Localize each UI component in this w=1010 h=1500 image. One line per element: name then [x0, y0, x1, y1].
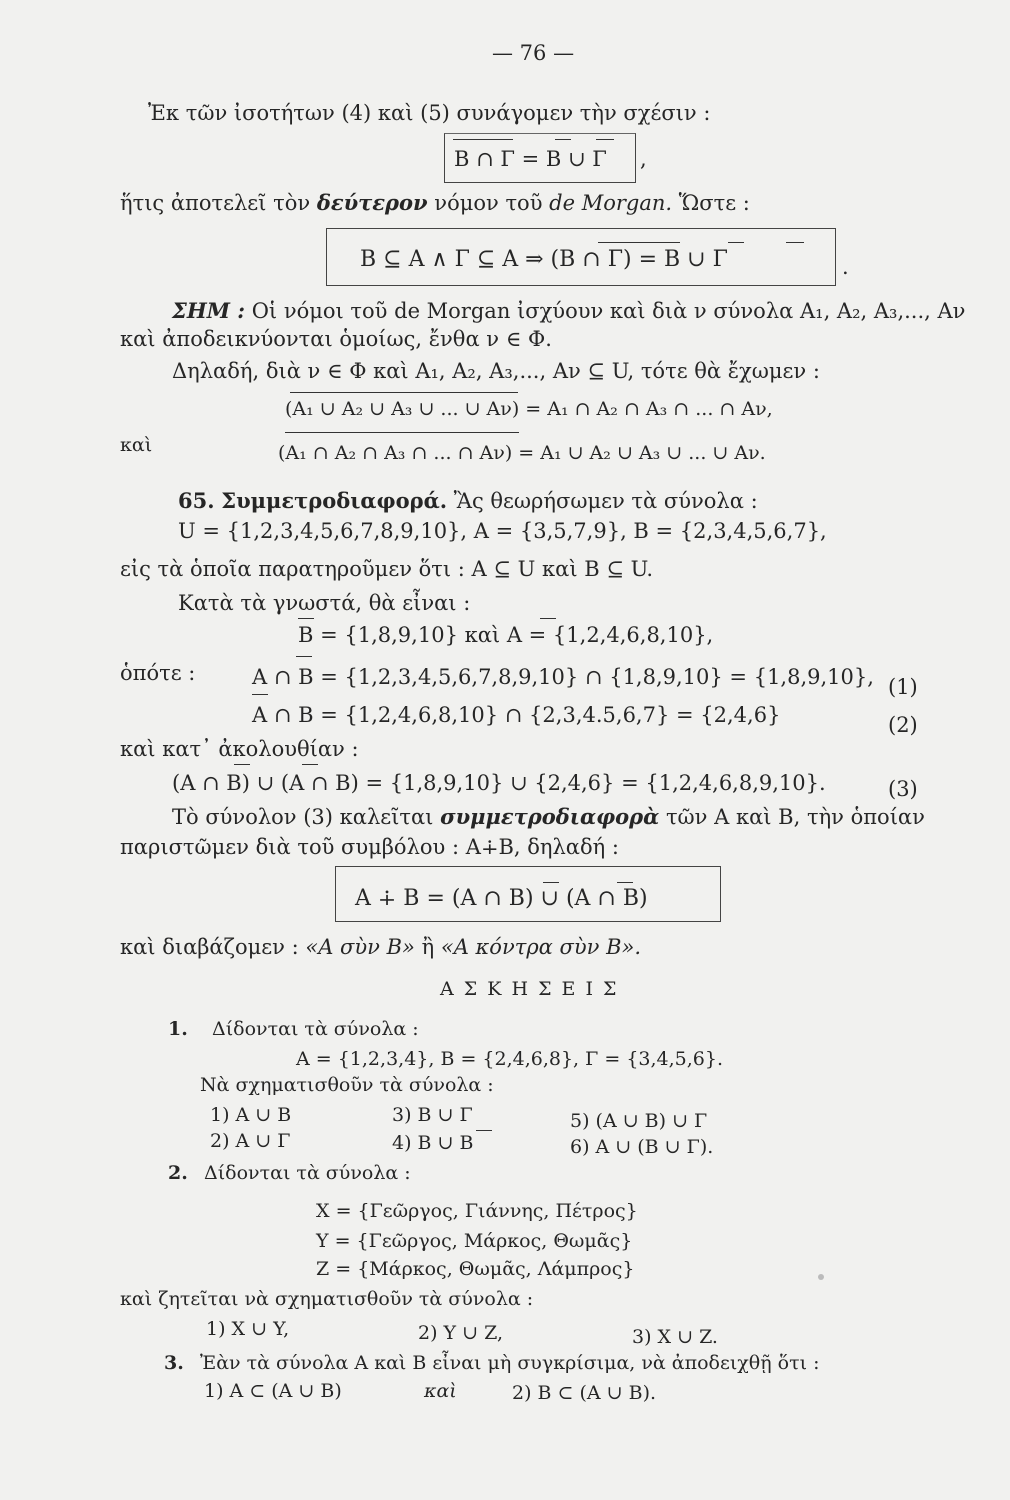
ex3-text: Ἐὰν τὰ σύνολα A καὶ B εἶναι μὴ συγκρίσιμα, νὰ ἀποδειχθῇ ὅτι :: [200, 1352, 820, 1374]
ex1-number: 1.: [168, 1018, 188, 1040]
overline-b6: [234, 764, 250, 765]
eq2-number: (2): [888, 713, 918, 737]
read-text-d: «A κόντρα σὺν B».: [440, 935, 642, 959]
overline-g: [596, 139, 614, 140]
formula3: A ∔ B = (A ∩ B) ∪ (A ∩ B): [355, 886, 648, 911]
ex1-text: Δίδονται τὰ σύνολα :: [212, 1018, 419, 1040]
ex2-task: καὶ ζητεῖται νὰ σχηματισθοῦν τὰ σύνολα :: [120, 1288, 534, 1310]
eq1: A ∩ B = {1,2,3,4,5,6,7,8,9,10} ∩ {1,8,9,10} = {1,8,9,10},: [252, 665, 874, 689]
overline-b4: [296, 656, 312, 657]
ex3-item1: 1) A ⊂ (A ∪ B): [204, 1380, 342, 1402]
overline-a6: [302, 764, 318, 765]
overline-a5: [252, 694, 268, 695]
law-text-d: de Morgan.: [549, 191, 673, 215]
read-text-a: καὶ διαβάζομεν :: [120, 935, 299, 959]
overline-b2: [728, 242, 744, 243]
note-line3: Δηλαδή, διὰ ν ∈ Φ καὶ A₁, A₂, A₃,..., Aν ⊆ U, τότε θὰ ἔχωμεν :: [172, 359, 820, 383]
note-text1: Οἱ νόμοι τοῦ de Morgan ἰσχύουν καὶ διὰ ν σύνολα A₁, A₂, A₃,..., Aν: [251, 299, 966, 323]
observe-line: εἰς τὰ ὁποῖα παρατηροῦμεν ὅτι : A ⊆ U καὶ B ⊆ U.: [120, 557, 654, 581]
ex1-item6: 6) A ∪ (B ∪ Γ).: [570, 1136, 714, 1158]
ex1-item2: 2) A ∪ Γ: [210, 1130, 291, 1152]
ex1-item5: 5) (A ∪ B) ∪ Γ: [570, 1110, 708, 1132]
law-line: [120, 190, 750, 216]
ex2-item3: 3) X ∪ Z.: [632, 1326, 718, 1348]
formula2-dot: .: [842, 255, 849, 279]
definition-line2: παριστῶμεν διὰ τοῦ συμβόλου : A∔B, δηλαδή :: [120, 835, 619, 859]
overline-a7: [617, 882, 633, 883]
overline-b8: [476, 1130, 492, 1131]
law-text-a: ἥτις ἀποτελεῖ τὸν: [120, 191, 311, 215]
note-line1: [172, 298, 965, 324]
formula1-comma: ,: [640, 147, 647, 171]
definition-line: [172, 804, 925, 830]
ex1-item1: 1) A ∪ B: [210, 1104, 292, 1126]
read-line: [120, 934, 641, 960]
ex2-set-z: Z = {Μάρκος, Θωμᾶς, Λάμπρος}: [316, 1258, 635, 1280]
section-intro: Ἂς θεωρήσωμεν τὰ σύνολα :: [453, 489, 758, 513]
ink-speck: [818, 1274, 824, 1280]
ex2-set-x: X = {Γεῶργος, Γιάννης, Πέτρος}: [316, 1200, 638, 1222]
ex2-item1: 1) X ∪ Y,: [206, 1318, 290, 1340]
def-text-a: Τὸ σύνολον (3) καλεῖται: [172, 805, 434, 829]
ex2-item2: 2) Y ∪ Z,: [418, 1322, 503, 1344]
ex1-item4: 4) B ∪ B: [392, 1132, 474, 1154]
ex3-kai: καὶ: [424, 1380, 457, 1402]
ex3-item2: 2) B ⊂ (A ∪ B).: [512, 1382, 657, 1404]
ex1-sets: A = {1,2,3,4}, B = {2,4,6,8}, Γ = {3,4,5,6}.: [296, 1048, 724, 1070]
eq2: A ∩ B = {1,2,4,6,8,10} ∩ {2,3,4.5,6,7} = {2,4,6}: [252, 703, 781, 727]
page-number: — 76 —: [492, 41, 575, 65]
section-number: 65.: [178, 488, 215, 513]
law-text-b: δεύτερον: [316, 190, 428, 215]
law-text-c: νόμον τοῦ: [434, 191, 543, 215]
ex2-text: Δίδονται τὰ σύνολα :: [204, 1162, 411, 1184]
def-text-b: συμμετροδιαφορὰ: [440, 804, 660, 829]
def-text-c: τῶν A καὶ B, τὴν ὁποίαν: [665, 805, 925, 829]
ex2-set-y: Y = {Γεῶργος, Μάρκος, Θωμᾶς}: [316, 1230, 633, 1252]
ex1-item3: 3) B ∪ Γ: [392, 1104, 473, 1126]
overline-a3: [540, 618, 556, 619]
law-n1: (A₁ ∪ A₂ ∪ A₃ ∪ ... ∪ Aν) = A₁ ∩ A₂ ∩ A₃ ∩ ... ∩ Aν,: [285, 398, 773, 420]
kai-akolouthian: καὶ κατ᾽ ἀκολουθίαν :: [120, 737, 359, 761]
ex2-number: 2.: [168, 1162, 188, 1184]
read-text-b: «A σὺν B»: [305, 935, 415, 959]
note-label: ΣΗΜ :: [172, 298, 245, 323]
exercises-title: Α Σ Κ Η Σ Ε Ι Σ: [440, 978, 619, 1000]
ex1-task: Νὰ σχηματισθοῦν τὰ σύνολα :: [200, 1074, 494, 1096]
known-line: Κατὰ τὰ γνωστά, θὰ εἶναι :: [178, 591, 471, 615]
eq3-number: (3): [888, 777, 918, 801]
overline-paren: [598, 242, 680, 243]
overline-b7: [543, 882, 559, 883]
ex3-number: 3.: [164, 1352, 184, 1374]
law-n2: (A₁ ∩ A₂ ∩ A₃ ∩ ... ∩ Aν) = A₁ ∪ A₂ ∪ A₃ ∪ ... ∪ Aν.: [278, 442, 766, 464]
formula2: B ⊆ A ∧ Γ ⊆ A ⇒ (B ∩ Γ) = B ∪ Γ: [360, 247, 728, 272]
sets-line: U = {1,2,3,4,5,6,7,8,9,10}, A = {3,5,7,9}, B = {2,3,4,5,6,7},: [178, 519, 827, 543]
law-text-e: Ὥστε :: [678, 191, 750, 215]
overline-cap-n: [285, 432, 519, 433]
law-n2-kai: καὶ: [120, 434, 153, 456]
section-65-heading: [178, 488, 758, 514]
formula1: B ∩ Γ = B ∪ Γ: [454, 147, 607, 171]
read-text-c: ἢ: [421, 935, 435, 959]
overline-b3: [298, 618, 314, 619]
overline-g2: [786, 242, 804, 243]
eq3: (A ∩ B) ∪ (A ∩ B) = {1,8,9,10} ∪ {2,4,6} = {1,2,4,6,8,9,10}.: [172, 771, 826, 795]
section-title: Συμμετροδιαφορά.: [221, 488, 448, 513]
intro-line: Ἐκ τῶν ἰσοτήτων (4) καὶ (5) συνάγομεν τὴν σχέσιν :: [148, 101, 711, 125]
overline-union-n: [290, 392, 518, 393]
overline-b-cap-g: [453, 139, 513, 140]
opote-label: ὁπότε :: [120, 661, 196, 685]
note-line2: καὶ ἀποδεικνύονται ὁμοίως, ἔνθα ν ∈ Φ.: [120, 327, 552, 351]
eq1-number: (1): [888, 675, 918, 699]
overline-b: [555, 139, 571, 140]
complement-line: B = {1,8,9,10} καὶ A = {1,2,4,6,8,10},: [298, 623, 714, 647]
